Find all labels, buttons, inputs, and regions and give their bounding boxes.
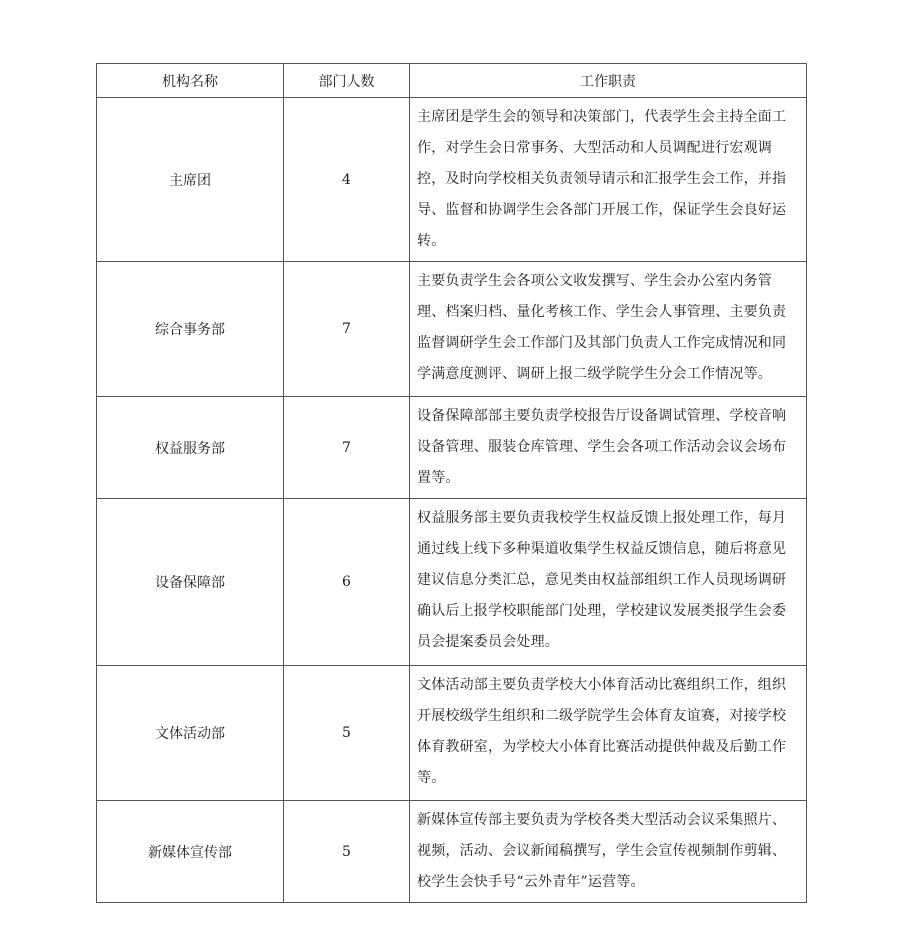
member-count: 5 xyxy=(284,801,410,903)
table-header xyxy=(97,64,807,98)
duty-text: 新媒体宣传部主要负责为学校各类大型活动会议采集照片、视频，活动、会议新闻稿撰写，学生会宣传视频制作剪辑、校学生会快手号“云外青年”运营等。 xyxy=(410,801,807,903)
table-row xyxy=(97,499,807,666)
duty-text: 主要负责学生会各项公文收发撰写、学生会办公室内务管理、档案归档、量化考核工作、学生会人事管理、主要负责监督调研学生会工作部门及其部门负责人工作完成情况和同学满意度测评、调研上报二级学院学生分会工作情况等。 xyxy=(410,262,807,397)
member-count: 5 xyxy=(284,666,410,801)
member-count: 6 xyxy=(284,499,410,666)
duty-text: 主席团是学生会的领导和决策部门，代表学生会主持全面工作，对学生会日常事务、大型活动和人员调配进行宏观调控，及时向学校相关负责领导请示和汇报学生会工作，并指导、监督和协调学生会各部门开展工作，保证学生会良好运转。 xyxy=(410,98,807,262)
org-table xyxy=(96,63,807,903)
header-count: 部门人数 xyxy=(284,64,410,98)
table-row xyxy=(97,98,807,262)
header-name: 机构名称 xyxy=(97,64,284,98)
duty-text: 权益服务部主要负责我校学生权益反馈上报处理工作，每月通过线上线下多种渠道收集学生权益反馈信息，随后将意见建议信息分类汇总，意见类由权益部组织工作人员现场调研确认后上报学校职能部门处理，学校建议发展类报学生会委员会提案委员会处理。 xyxy=(410,499,807,666)
org-name: 主席团 xyxy=(97,98,284,262)
table-row xyxy=(97,397,807,499)
org-name: 文体活动部 xyxy=(97,666,284,801)
duty-text: 文体活动部主要负责学校大小体育活动比赛组织工作，组织开展校级学生组织和二级学院学生会体育友谊赛，对接学校体育教研室，为学校大小体育比赛活动提供仲裁及后勤工作等。 xyxy=(410,666,807,801)
org-name: 新媒体宣传部 xyxy=(97,801,284,903)
member-count: 4 xyxy=(284,98,410,262)
org-name: 综合事务部 xyxy=(97,262,284,397)
header-row xyxy=(97,64,807,98)
table-row xyxy=(97,262,807,397)
table-body xyxy=(97,98,807,903)
member-count: 7 xyxy=(284,397,410,499)
org-name: 权益服务部 xyxy=(97,397,284,499)
table-row xyxy=(97,666,807,801)
org-name: 设备保障部 xyxy=(97,499,284,666)
member-count: 7 xyxy=(284,262,410,397)
header-duty: 工作职责 xyxy=(410,64,807,98)
table-row xyxy=(97,801,807,903)
duty-text: 设备保障部部主要负责学校报告厅设备调试管理、学校音响设备管理、服装仓库管理、学生会各项工作活动会议会场布置等。 xyxy=(410,397,807,499)
